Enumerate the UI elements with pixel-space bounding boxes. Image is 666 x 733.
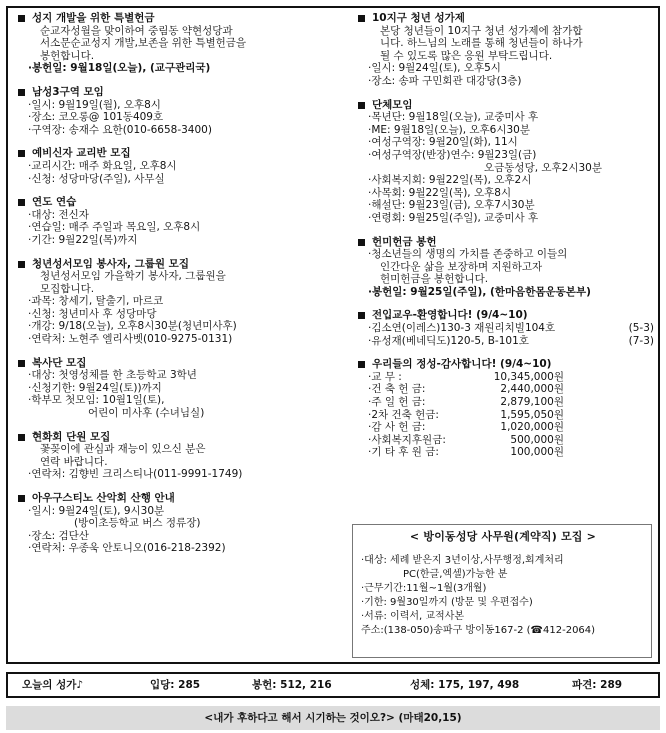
recruit-line: 주소:(138-050)송파구 방이동167-2 (☎412-2064): [361, 624, 596, 636]
notice-section: [18, 431, 340, 481]
notice-line: 인간다운 삶을 보장하며 지원하고자: [380, 260, 543, 273]
section-title: 현화회 단원 모집: [32, 430, 111, 443]
notice-line: ·개강: 9/18(오늘), 오후8시30분(청년미사후): [28, 320, 237, 333]
notice-line: ·연락처: 우종욱 안토니오(016-218-2392): [28, 542, 226, 555]
recruit-box: [352, 524, 652, 658]
section-finance: [358, 358, 658, 459]
notice-section: [18, 12, 340, 75]
notice-line: 헌미헌금을 봉헌합니다.: [380, 273, 489, 286]
notice-line: ·장소: 코오롱@ 101동409호: [28, 111, 164, 124]
finance-label: ·2차 건축 헌금:: [368, 408, 439, 421]
section-heading: [358, 236, 658, 249]
transfer-unit: (7-3): [628, 334, 654, 347]
section-title: 남성3구역 모임: [32, 85, 104, 98]
transfer-row: [358, 335, 658, 348]
right-column: [358, 12, 658, 470]
notice-line: ·대상: 첫영성체를 한 초등학교 3학년: [28, 369, 197, 382]
finance-row: [358, 409, 658, 422]
notice-section: [358, 236, 658, 299]
finance-row: [358, 434, 658, 447]
recruit-line: PC(한글,엑셀)가능한 분: [403, 568, 508, 580]
recruit-line: ·근무기간:11월~1월(3개월): [361, 582, 487, 594]
finance-row: [358, 446, 658, 459]
section-title: 10지구 청년 성가제: [372, 12, 465, 24]
section-heading: [18, 492, 340, 505]
notice-line: 꽃꽂이에 관심과 재능이 있으신 분은: [40, 443, 206, 456]
finance-label: ·감 사 헌 금:: [368, 421, 426, 434]
section-title: 연도 연습: [32, 196, 77, 209]
finance-amount: 2,879,100원: [500, 396, 564, 409]
notice-line: ·사목회: 9월22일(목), 오후8시: [368, 186, 512, 199]
section-heading: [358, 358, 658, 371]
notice-line: ·봉헌일: 9월25일(주일), (한마음한몸운동본부): [368, 285, 591, 298]
finance-label: ·건 축 헌 금:: [368, 383, 426, 396]
notice-line: ·연령회: 9월25일(주일), 교중미사 후: [368, 211, 539, 224]
finance-amount: 500,000원: [510, 433, 564, 446]
finance-amount: 1,595,050원: [500, 408, 564, 421]
recruit-line: ·기한: 9월30일까지 (방문 및 우편접수): [361, 596, 533, 608]
notice-line: ·신청: 성당마당(주일), 사무실: [28, 172, 165, 185]
notice-line: 청년성서모임 가을학기 봉사자, 그룹원을: [40, 270, 226, 283]
notice-line: ·청소년들의 생명의 가치를 존중하고 이들의: [368, 248, 568, 261]
notice-line: ·여성구역장: 9월20일(화), 11시: [368, 136, 518, 149]
notice-line: ·학부모 첫모임: 10월1일(토),: [28, 394, 165, 407]
square-bullet-icon: [18, 150, 25, 157]
section-title: 성지 개발을 위한 특별헌금: [32, 12, 155, 24]
section-title: 복사단 모집: [32, 356, 87, 369]
section-heading: [18, 431, 340, 444]
right-sections: [358, 12, 658, 298]
notice-section: [18, 258, 340, 346]
notice-line: 니다. 하느님의 노래를 통해 청년들이 하나가: [380, 37, 583, 50]
weekly-verse: <내가 후하다고 해서 시기하는 것이오?> (마태20,15): [6, 706, 660, 730]
transfer-name: ·김소연(이레스)130-3 재원리치빌104호: [368, 322, 556, 335]
finance-row: [358, 371, 658, 384]
section-title: 예비신자 교리반 모집: [32, 147, 131, 160]
recruit-title: < 방이동성당 사무원(계약직) 모집 >: [409, 530, 597, 543]
notice-line: ·대상: 전신자: [28, 208, 89, 221]
recruit-lines: [361, 554, 645, 638]
section-transfer: [358, 309, 658, 347]
finance-row: [358, 421, 658, 434]
recruit-line: ·서류: 이력서, 교적사본: [361, 610, 465, 622]
section-title: 헌미헌금 봉헌: [372, 235, 437, 248]
notice-line: ·일시: 9월24일(토), 오후5시: [368, 62, 501, 75]
finance-label: ·주 일 헌 금:: [368, 396, 426, 409]
notice-line: ·연락처: 김향빈 크리스티나(011-9991-1749): [28, 468, 243, 481]
notice-line: ·해설단: 9월23일(금), 오후7시30분: [368, 199, 535, 212]
notice-section: [18, 147, 340, 185]
notice-line: 순교자성월을 맞이하여 중림동 약현성당과: [40, 24, 233, 37]
square-bullet-icon: [358, 239, 365, 246]
square-bullet-icon: [18, 199, 25, 206]
notice-line: ·연락처: 노현주 엘리사벳(010-9275-0131): [28, 333, 233, 346]
finance-label: ·기 타 후 원 금:: [368, 446, 439, 459]
notice-line: 어린이 미사후 (수녀님실): [88, 407, 205, 420]
notice-line: 모집합니다.: [40, 282, 95, 295]
square-bullet-icon: [18, 15, 25, 22]
notice-line: ·사회복지회: 9월22일(목), 오후2시: [368, 174, 532, 187]
section-heading: [18, 147, 340, 160]
notice-line: ·ME: 9월18일(오늘), 오후6시30분: [368, 123, 531, 136]
section-title: 단체모임: [372, 98, 413, 111]
section-heading: [358, 309, 658, 322]
finance-rows: [358, 371, 658, 459]
notice-line: ·장소: 검단산: [28, 529, 89, 542]
notice-line: (방이초등학교 버스 정류장): [74, 517, 201, 530]
square-bullet-icon: [358, 312, 365, 319]
section-heading: [18, 357, 340, 370]
notice-line: ·일시: 9월24일(토), 9시30분: [28, 504, 165, 517]
notice-section: [18, 196, 340, 246]
square-bullet-icon: [18, 360, 25, 367]
left-column: [18, 12, 340, 566]
offertory-hymn: 봉헌: 512, 216: [252, 678, 332, 691]
square-bullet-icon: [358, 102, 365, 109]
finance-amount: 1,020,000원: [500, 421, 564, 434]
square-bullet-icon: [18, 261, 25, 268]
notice-section: [18, 492, 340, 555]
finance-label: ·사회복지후원금:: [368, 433, 446, 446]
section-title: 청년성서모임 봉사자, 그룹원 모집: [32, 257, 189, 270]
notice-line: ·장소: 송파 구민회관 대강당(3층): [368, 74, 522, 87]
notice-line: 본당 청년들이 10지구 청년 성가제에 참가합: [380, 24, 583, 37]
square-bullet-icon: [358, 15, 365, 22]
transfer-name: ·유성재(베네딕도)120-5, B-101호: [368, 334, 529, 347]
finance-row: [358, 396, 658, 409]
section-heading: [18, 258, 340, 271]
notice-line: 연락 바랍니다.: [40, 455, 108, 468]
notice-line: 봉헌합니다.: [40, 49, 95, 62]
notice-line: ·신청: 청년미사 후 성당마당: [28, 307, 157, 320]
section-heading: [18, 196, 340, 209]
notice-section: [358, 99, 658, 225]
recessional-hymn: 파견: 289: [572, 678, 623, 691]
communion-hymn: 성체: 175, 197, 498: [410, 678, 520, 691]
notice-section: [18, 357, 340, 420]
notice-line: ·구역장: 송재수 요한(010-6658-3400): [28, 123, 212, 136]
notice-section: [18, 86, 340, 136]
section-heading: [18, 12, 340, 25]
section-title: 전입교우-환영합니다! (9/4~10): [372, 309, 528, 322]
transfer-row: [358, 322, 658, 335]
notice-line: ·일시: 9월19일(월), 오후8시: [28, 98, 161, 111]
notice-line: ·여성구역장(반장)연수: 9월23일(금): [368, 148, 537, 161]
notice-line: ·교리시간: 매주 화요일, 오후8시: [28, 159, 177, 172]
notice-line: ·목년단: 9월18일(오늘), 교중미사 후: [368, 111, 539, 124]
square-bullet-icon: [18, 495, 25, 502]
section-title: 우리들의 정성-감사합니다! (9/4~10): [372, 358, 552, 371]
square-bullet-icon: [358, 361, 365, 368]
notice-section: [358, 12, 658, 88]
recruit-line: ·대상: 세례 받은지 3년이상,사무행정,회계처리: [361, 554, 564, 566]
finance-amount: 2,440,000원: [500, 383, 564, 396]
section-title: 아우구스티노 산악회 산행 안내: [32, 492, 175, 504]
section-heading: [358, 99, 658, 112]
entrance-hymn: 입당: 285: [150, 678, 201, 691]
notice-line: ·과목: 창세기, 탈출기, 마르코: [28, 295, 164, 308]
notice-line: 서소문순교성지 개발,보존을 위한 특별헌금을: [40, 37, 247, 50]
square-bullet-icon: [18, 89, 25, 96]
hymns-label: 오늘의 성가♪: [22, 678, 84, 691]
notice-line: ·기간: 9월22일(목)까지: [28, 233, 138, 246]
finance-amount: 100,000원: [510, 446, 564, 459]
section-heading: [358, 12, 658, 25]
notice-line: 될 수 있도록 많은 응원 부탁드립니다.: [380, 49, 553, 62]
notice-line: ·봉헌일: 9월18일(오늘), (교구관리국): [28, 62, 211, 75]
notice-line: ·연습일: 매주 주일과 목요일, 오후8시: [28, 221, 201, 234]
finance-label: ·교 무 :: [368, 370, 402, 383]
finance-row: [358, 383, 658, 396]
square-bullet-icon: [18, 434, 25, 441]
hymn-stats-bar: [6, 672, 660, 698]
transfer-rows: [358, 322, 658, 347]
section-heading: [18, 86, 340, 99]
notice-line: ·신청기한: 9월24일(토))까지: [28, 381, 162, 394]
notice-line: 오금동성당, 오후2시30분: [484, 161, 603, 174]
transfer-unit: (5-3): [628, 322, 654, 335]
finance-amount: 10,345,000원: [493, 370, 564, 383]
